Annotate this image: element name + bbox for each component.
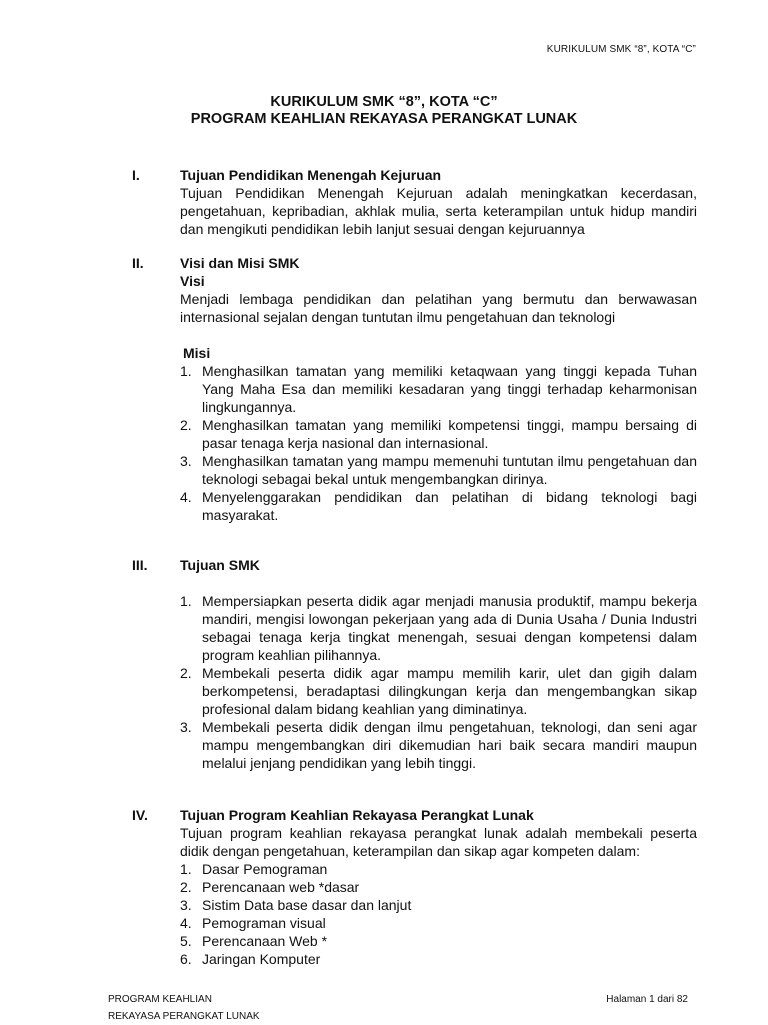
section-heading: Tujuan SMK xyxy=(180,557,260,573)
list-item: 5. Perencanaan Web * xyxy=(180,933,328,949)
running-header: KURIKULUM SMK “8”, KOTA “C” xyxy=(546,44,696,55)
list-item: 3. Menghasilkan tamatan yang mampu memenuhi tuntutan ilmu pengetahuan dan teknologi sebagai bekal untuk mengembangkan dirinya. xyxy=(180,453,697,487)
section-number: II. xyxy=(132,255,144,271)
section-3 xyxy=(132,556,697,772)
kompetensi-list xyxy=(180,860,697,968)
list-item: 6. Jaringan Komputer xyxy=(180,951,321,967)
list-item: 3. Sistim Data base dasar dan lanjut xyxy=(180,897,412,913)
section-heading: Visi dan Misi SMK xyxy=(180,255,300,271)
section-paragraph: Tujuan program keahlian rekayasa perangkat lunak adalah membekali peserta didik dengan pengetahuan, keterampilan dan sikap agar kompeten dalam: xyxy=(180,825,697,859)
list-item: 1. Menghasilkan tamatan yang memiliki ketaqwaan yang tinggi kepada Tuhan Yang Maha Esa dan memiliki kesadaran yang tinggi terhadap keharmonisan lingkungannya. xyxy=(180,363,697,415)
section-heading: Tujuan Pendidikan Menengah Kejuruan xyxy=(180,167,442,183)
title-line-2: PROGRAM KEAHLIAN REKAYASA PERANGKAT LUNAK xyxy=(190,111,578,127)
footer-line-1: PROGRAM KEAHLIAN xyxy=(108,994,212,1005)
section-number: IV. xyxy=(132,807,148,823)
document-title xyxy=(0,94,768,128)
list-item: 3. Membekali peserta didik dengan ilmu pengetahuan, teknologi, dan seni agar mampu mengembangkan diri dikemudian hari baik secara mandiri maupun melalui jenjang pendidikan yang lebih tinggi. xyxy=(180,719,697,771)
section-number: I. xyxy=(132,167,140,183)
page-number: Halaman 1 dari 82 xyxy=(606,994,688,1005)
visi-label: Visi xyxy=(180,273,205,289)
visi-paragraph: Menjadi lembaga pendidikan dan pelatihan yang bermutu dan berwawasan internasional sejalan dengan tuntutan ilmu pengetahuan dan teknologi xyxy=(180,291,697,325)
footer-line-2: REKAYASA PERANGKAT LUNAK xyxy=(108,1011,260,1022)
misi-label: Misi xyxy=(183,345,211,361)
list-item: 4. Menyelenggarakan pendidikan dan pelatihan di bidang teknologi bagi masyarakat. xyxy=(180,489,697,523)
tujuan-smk-list xyxy=(180,592,697,772)
list-item: 2. Perencanaan web *dasar xyxy=(180,879,360,895)
list-item: 2. Membekali peserta didik agar mampu memilih karir, ulet dan gigih dalam berkompetensi, beradaptasi dilingkungan kerja dan mengembangkan sikap profesional dalam bidang keahlian yang diminatinya. xyxy=(180,665,697,717)
section-2 xyxy=(132,254,697,524)
misi-list xyxy=(180,362,697,524)
section-paragraph: Tujuan Pendidikan Menengah Kejuruan adalah meningkatkan kecerdasan, pengetahuan, kepribadian, akhlak mulia, serta keterampilan untuk hidup mandiri dan mengikuti pendidikan lebih lanjut sesuai dengan kejuruannya xyxy=(180,185,697,237)
list-item: 1. Mempersiapkan peserta didik agar menjadi manusia produktif, mampu bekerja mandiri, mengisi lowongan pekerjaan yang ada di Dunia Usaha / Dunia Industri sebagai tenaga kerja tingkat menengah, sesuai dengan kompetensi dalam program keahlian pilihannya. xyxy=(180,593,697,663)
section-1 xyxy=(132,166,697,238)
list-item: 4. Pemograman visual xyxy=(180,915,326,931)
title-line-1: KURIKULUM SMK “8”, KOTA “C” xyxy=(270,94,498,110)
list-item: 2. Menghasilkan tamatan yang memiliki kompetensi tinggi, mampu bersaing di pasar tenaga kerja nasional dan internasional. xyxy=(180,417,697,451)
list-item: 1. Dasar Pemograman xyxy=(180,861,328,877)
section-heading: Tujuan Program Keahlian Rekayasa Perangkat Lunak xyxy=(180,807,534,823)
section-number: III. xyxy=(132,557,148,573)
section-4 xyxy=(132,806,697,968)
footer-program xyxy=(108,991,260,1025)
